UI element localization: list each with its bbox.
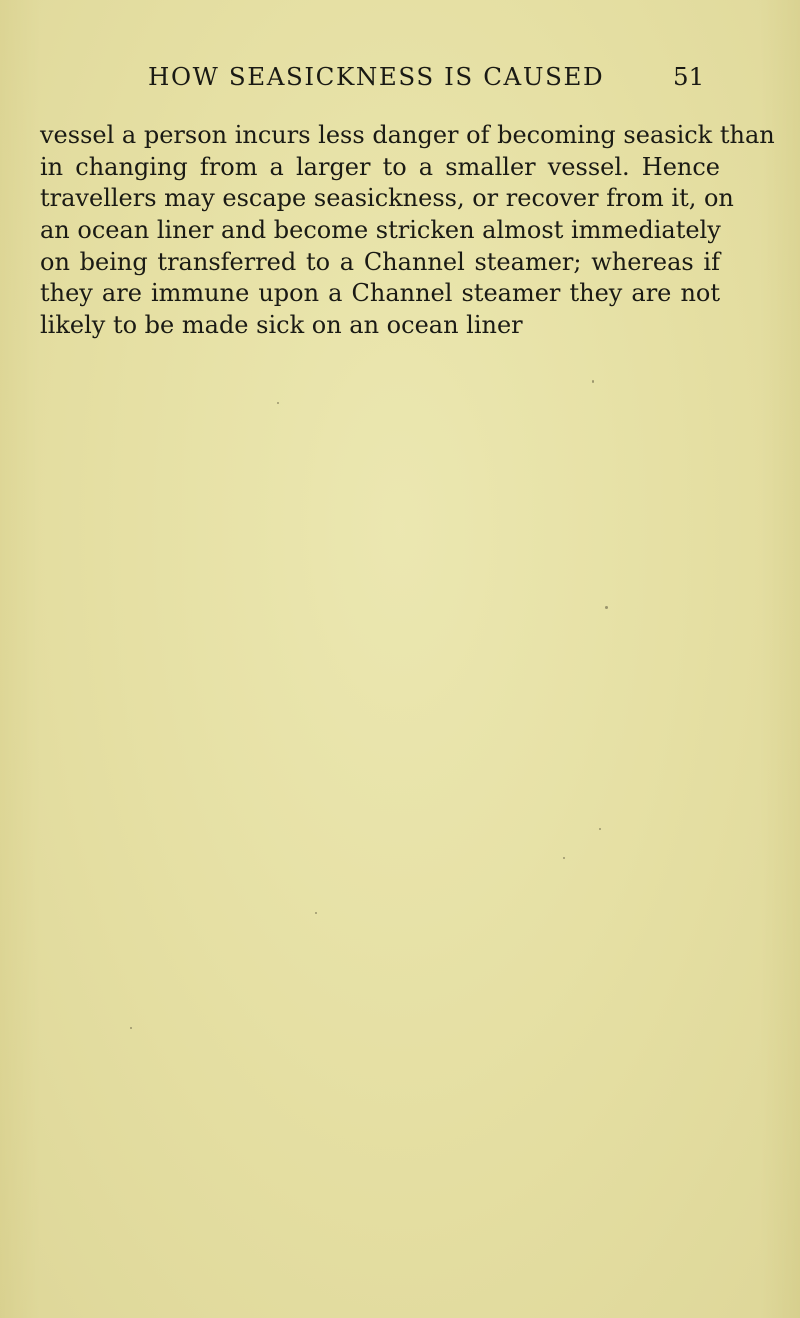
text-line: likely to be made sick on an ocean liner [40, 311, 523, 340]
body-paragraph [40, 120, 775, 342]
paper-speck [599, 828, 601, 830]
text-line: travellers may escape seasickness, or recover from it, on [40, 184, 734, 213]
page-header [0, 62, 800, 96]
paper-speck [605, 606, 608, 609]
text-line: on being transferred to a Channel steamer; whereas if [40, 247, 720, 276]
page-number: 51 [673, 62, 705, 91]
text-line: an ocean liner and become stricken almost immediately [40, 216, 721, 245]
text-line: vessel a person incurs less danger of becoming seasick than [40, 121, 775, 149]
paper-speck [130, 1027, 132, 1029]
paper-speck [563, 857, 565, 859]
paper-speck [592, 380, 594, 383]
text-line: in changing from a larger to a smaller vessel. Hence [40, 152, 720, 181]
paper-speck [315, 912, 317, 914]
running-head: HOW SEASICKNESS IS CAUSED [148, 62, 605, 91]
paper-speck [277, 402, 279, 404]
text-line: they are immune upon a Channel steamer they are not [40, 279, 720, 308]
